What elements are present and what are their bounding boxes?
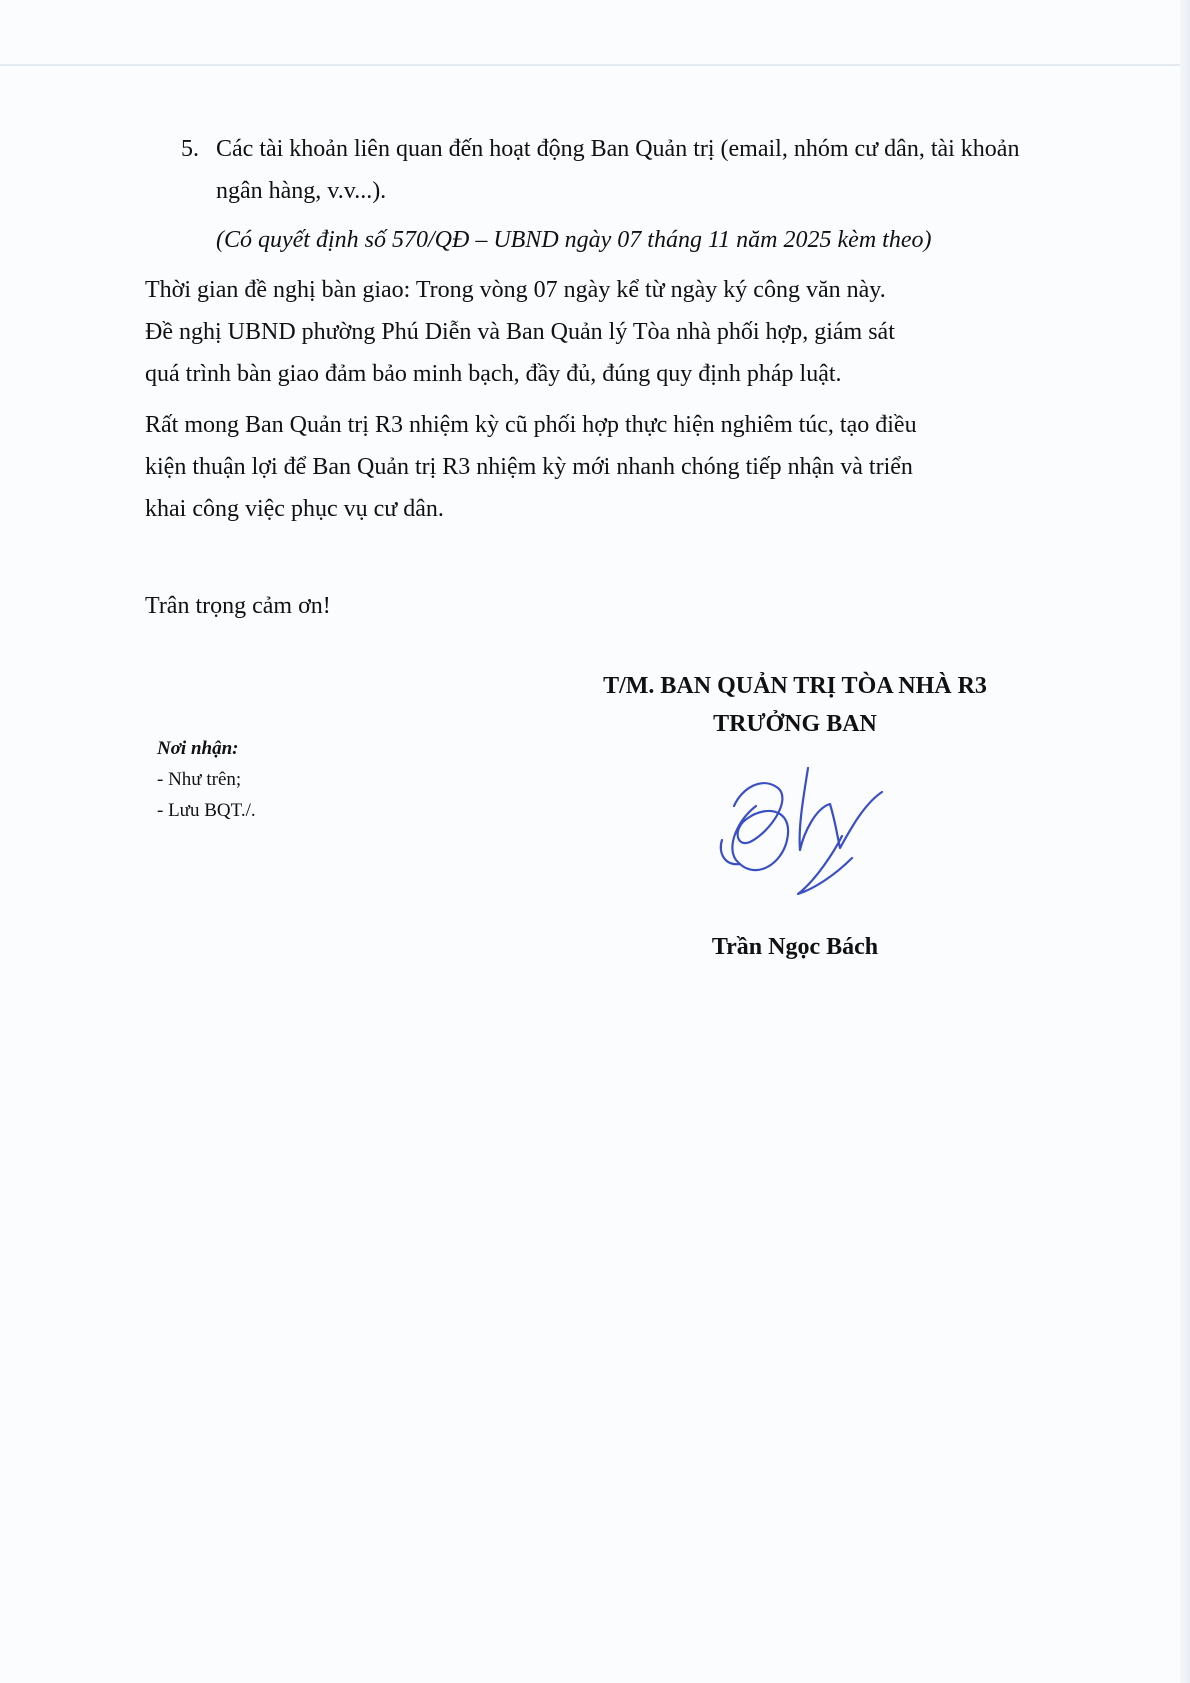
appeal-paragraph-line-1: Rất mong Ban Quản trị R3 nhiệm kỳ cũ phối hợp thực hiện nghiêm túc, tạo điều [145,412,917,438]
list-item-text: Các tài khoản liên quan đến hoạt động Ban Quản trị (email, nhóm cư dân, tài khoản ngân hàng, v.v...). [216,136,1020,204]
attachment-note: (Có quyết định số 570/QĐ – UBND ngày 07 tháng 11 năm 2025 kèm theo) [216,227,932,253]
signer-name: Trần Ngọc Bách [711,934,879,960]
scan-edge-right [1180,0,1190,1683]
signatory-organization: T/M. BAN QUẢN TRỊ TÒA NHÀ R3 [603,673,987,699]
recipient-item: - Như trên; [157,769,242,790]
recipient-item: - Lưu BQT./. [157,800,256,821]
list-item-number: 5. [181,136,199,162]
signatory-role: TRƯỞNG BAN [713,711,877,737]
scan-edge-top [0,64,1190,66]
recipients-block [157,733,256,826]
request-paragraph-line-2: quá trình bàn giao đảm bảo minh bạch, đầy đủ, đúng quy định pháp luật. [145,361,842,387]
appeal-paragraph-line-2: kiện thuận lợi để Ban Quản trị R3 nhiệm kỳ mới nhanh chóng tiếp nhận và triển [145,454,913,480]
request-paragraph-line-1: Đề nghị UBND phường Phú Diễn và Ban Quản lý Tòa nhà phối hợp, giám sát [145,319,895,345]
closing-line: Trân trọng cảm ơn! [145,593,331,619]
appeal-paragraph-line-3: khai công việc phục vụ cư dân. [145,496,444,522]
handover-deadline: Thời gian đề nghị bàn giao: Trong vòng 07 ngày kể từ ngày ký công văn này. [145,277,886,303]
handwritten-signature [712,748,912,898]
recipients-heading: Nơi nhận: [157,738,239,759]
